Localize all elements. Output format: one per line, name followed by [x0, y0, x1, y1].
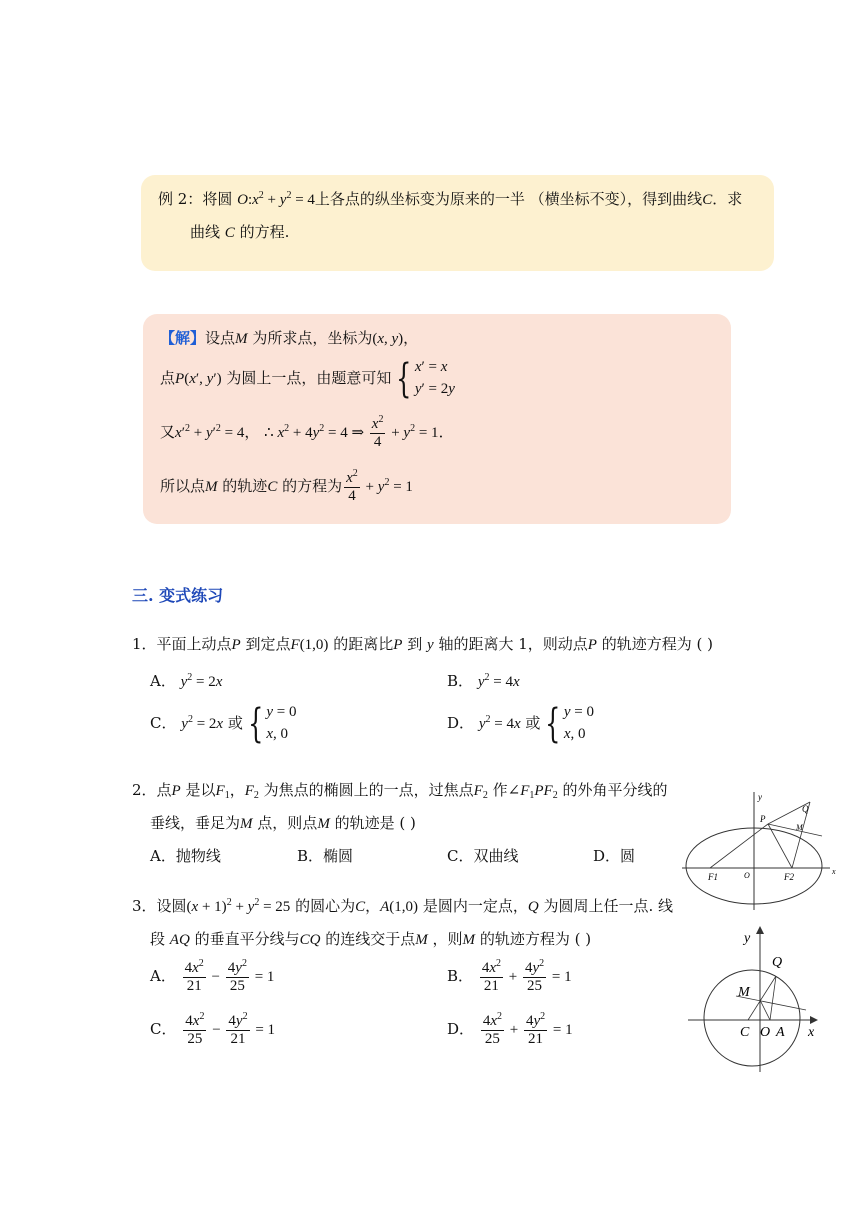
- solution-line-2: 点P(x′, y′) 为圆上一点，由题意可知 { x′ = x y′ = 2y: [160, 355, 455, 402]
- fig3-y-arrow: [756, 926, 764, 934]
- ellipse-figure: [680, 788, 840, 914]
- example-label: 例 2：: [158, 190, 203, 208]
- q2-option-c[interactable]: C．双曲线: [447, 847, 519, 865]
- solution-line-4: 所以点M 的轨迹C 的方程为 $\frac{x^2}{4}$ + $y^2 = 1$: [160, 468, 413, 505]
- fig2-label-o: O: [744, 871, 750, 880]
- fig3-line-cq: [748, 976, 776, 1020]
- q2-option-d[interactable]: D．圆: [593, 847, 636, 865]
- q3-stem-line-1: 3．设圆$(x + 1)^2 + y^2 = 25$ 的圆心为C，A(1,0) 是圆内一定点，Q 为圆周上任一点. 线: [132, 897, 674, 915]
- solution-line-1: 【解】设点M 为所求点，坐标为(x, y)，: [160, 329, 419, 347]
- example-line-1: 例 2：将圆 $O:x^2 + y^2 = 4$上各点的纵坐标变为原来的一半 （横坐标不变），得到曲线C．求: [158, 190, 743, 208]
- fig3-label-q: Q: [772, 955, 783, 970]
- fig2-label-f2: F2: [784, 872, 794, 882]
- fig3-label-c: C: [740, 1025, 750, 1040]
- q1-stem: 1．平面上动点P 到定点F(1,0) 的距离比P 到 y 轴的距离大 1，则动点P 的轨迹方程为 ( ): [132, 635, 713, 653]
- fig3-x-arrow: [810, 1016, 818, 1024]
- fig3-label-o: O: [760, 1025, 771, 1040]
- example-line-2: 曲线 C 的方程.: [190, 223, 290, 241]
- q2-stem-line-2: 垂线，垂足为M 点，则点M 的轨迹是 ( ): [150, 814, 416, 832]
- fig2-label-y: y: [758, 792, 762, 802]
- circle-figure: [684, 922, 824, 1074]
- section-title: 三. 变式练习: [132, 586, 224, 605]
- q3-option-d[interactable]: D． $\frac{4x^2}{25}$ + $\frac{4y^2}{21}$ = 1: [447, 1011, 573, 1048]
- solution-tag: 【解】: [160, 329, 206, 347]
- fig2-label-q: Q: [802, 804, 809, 814]
- q1-option-a[interactable]: A． $y^2 = 2x$: [150, 672, 223, 690]
- q3-option-c[interactable]: C． $\frac{4x^2}{25}$ − $\frac{4y^2}{21}$ = 1: [150, 1011, 276, 1048]
- fig3-line-ma: [760, 1000, 770, 1020]
- fig2-label-f1: F1: [708, 872, 718, 882]
- solution-line-3: 又$x'^2 + y'^2 = 4$， ∴ $x^2 + 4y^2 = 4$ ⇒ $\frac{x^2}{4}$ + $y^2 = 1$．: [160, 414, 454, 451]
- q1-option-c[interactable]: C． $y^2 = 2x$ 或 { y = 0 x, 0: [150, 700, 297, 747]
- q2-stem-line-1: 2．点P 是以$F_1$，$F_2$ 为焦点的椭圆上的一点，过焦点$F_2$ 作$\angle F_1PF_2$ 的外角平分线的: [132, 781, 668, 801]
- q3-option-a[interactable]: A． $\frac{4x^2}{21}$ − $\frac{4y^2}{25}$ = 1: [150, 958, 275, 995]
- q3-stem-line-2: 段 AQ 的垂直平分线与CQ 的连线交于点M ，则M 的轨迹方程为 ( ): [150, 930, 592, 948]
- q1-option-d[interactable]: D． $y^2 = 4x$ 或 { y = 0 x, 0: [447, 700, 595, 747]
- fig2-line-f1p: [710, 824, 768, 868]
- fig2-label-p: P: [760, 814, 766, 824]
- q2-option-b[interactable]: B．椭圆: [297, 847, 354, 865]
- q3-option-b[interactable]: B． $\frac{4x^2}{21}$ + $\frac{4y^2}{25}$ = 1: [447, 958, 572, 995]
- q2-option-a[interactable]: A．抛物线: [150, 847, 221, 865]
- q1-option-b[interactable]: B． $y^2 = 4x$: [447, 672, 520, 690]
- fig3-circle: [704, 970, 800, 1066]
- fig3-label-a: A: [776, 1025, 785, 1040]
- fig3-label-x: x: [808, 1025, 815, 1040]
- substitution-system: { x′ = x y′ = 2y: [396, 355, 455, 402]
- fig3-label-y: y: [744, 931, 751, 946]
- fig3-label-m: M: [738, 985, 750, 1000]
- fig2-label-m: M: [796, 823, 803, 832]
- fig3-line-qa: [770, 976, 776, 1020]
- circle-equation: $O:x^2 + y^2 = 4$: [237, 190, 315, 208]
- fig2-label-x: x: [832, 867, 836, 876]
